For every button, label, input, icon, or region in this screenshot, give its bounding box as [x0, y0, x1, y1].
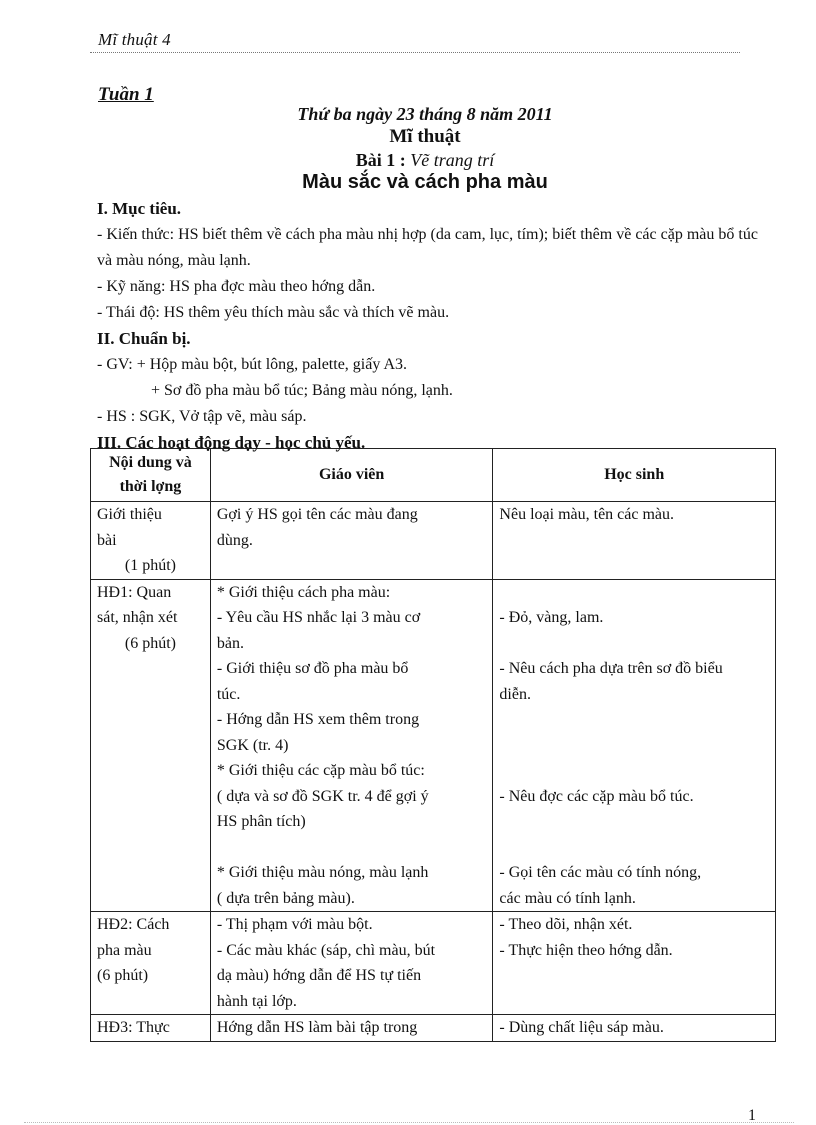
teacher-cell: [210, 579, 493, 912]
cell-line: - Yêu cầu HS nhắc lại 3 màu cơ: [216, 609, 421, 626]
table-row: [91, 502, 776, 580]
cell-line: - Dùng chất liệu sáp màu.: [499, 1019, 664, 1036]
cell-line: (6 phút): [97, 967, 149, 984]
date-line: Thứ ba ngày 23 tháng 8 năm 2011: [297, 104, 553, 124]
cell-line: Hớng dẫn HS làm bài tập trong: [216, 1019, 418, 1036]
cell-line: túc.: [216, 685, 241, 703]
page-number: 1: [748, 1107, 756, 1124]
cell-line: hành tại lớp.: [216, 992, 297, 1010]
cell-line: [499, 835, 769, 861]
running-header: Mĩ thuật 4: [98, 30, 171, 49]
column-header-content: Nội dung và thời lợng: [91, 449, 211, 502]
cell-line: * Giới thiệu các cặp màu bổ túc:: [216, 762, 425, 779]
cell-line: bản.: [216, 634, 244, 652]
cell-line: - Theo dõi, nhận xét.: [499, 916, 633, 933]
cell-line: - Các màu khác (sáp, chì màu, bút: [216, 941, 436, 959]
teacher-cell: [210, 1015, 493, 1042]
table-row: [91, 912, 776, 1015]
cell-line: pha màu: [97, 941, 152, 959]
content-cell: [91, 579, 211, 912]
cell-line: diễn.: [499, 685, 531, 703]
cell-line: - Thị phạm với màu bột.: [216, 916, 373, 933]
lesson-title: Màu sắc và cách pha màu: [302, 171, 548, 193]
student-cell: [493, 1015, 776, 1042]
cell-line: Gợi ý HS gọi tên các màu đang: [216, 506, 418, 523]
cell-line: HĐ2: Cách: [97, 916, 170, 933]
student-cell: [493, 579, 776, 912]
cell-line: [499, 707, 769, 733]
cell-line: - Giới thiệu sơ đồ pha màu bổ: [216, 660, 409, 677]
lesson-heading: [90, 150, 760, 171]
objective-skill: - Kỹ năng: HS pha đợc màu theo hớng dẫn.: [97, 278, 376, 295]
cell-line: ( dựa trên bảng màu).: [216, 889, 355, 907]
preparation-teacher-extra: + Sơ đồ pha màu bổ túc; Bảng màu nóng, lạnh.: [151, 382, 453, 399]
cell-line: SGK (tr. 4): [216, 736, 289, 754]
cell-line: dùng.: [216, 531, 253, 549]
cell-line: [499, 733, 769, 759]
cell-line: - Thực hiện theo hớng dẫn.: [499, 941, 673, 959]
content-cell: [91, 912, 211, 1015]
objectives-heading: I. Mục tiêu.: [97, 199, 182, 218]
objective-attitude: - Thái độ: HS thêm yêu thích màu sắc và thích vẽ màu.: [97, 304, 450, 321]
preparation-heading: II. Chuẩn bị.: [97, 329, 191, 348]
cell-line: - Đỏ, vàng, lam.: [499, 609, 604, 626]
cell-line: bài: [97, 531, 117, 549]
cell-line: [499, 809, 769, 835]
cell-line: - Nêu đợc các cặp màu bổ túc.: [499, 787, 694, 805]
content-cell: [91, 502, 211, 580]
table-body: [91, 502, 776, 1042]
content-cell: [91, 1015, 211, 1042]
cell-line: - Hớng dẫn HS xem thêm trong: [216, 711, 420, 728]
cell-line: sát, nhận xét: [97, 609, 178, 626]
preparation-teacher: - GV: + Hộp màu bột, bút lông, palette, giấy A3.: [97, 356, 408, 373]
week-label: Tuần 1: [98, 84, 154, 105]
table-header-row: [91, 449, 776, 502]
preparation-student: - HS : SGK, Vở tập vẽ, màu sáp.: [97, 408, 307, 425]
cell-line: * Giới thiệu màu nóng, màu lạnh: [216, 864, 429, 881]
student-cell: [493, 502, 776, 580]
objective-knowledge: - Kiến thức: HS biết thêm về cách pha màu nhị hợp (da cam, lục, tím); biết thêm về các cặp màu bổ túc và màu nóng, màu lạnh.: [97, 226, 758, 269]
cell-line: các màu có tính lạnh.: [499, 889, 636, 907]
cell-line: [499, 631, 769, 657]
table-row: [91, 579, 776, 912]
column-header-teacher: Giáo viên: [210, 449, 493, 502]
cell-line: (6 phút): [124, 634, 176, 652]
cell-line: HĐ1: Quan: [97, 583, 172, 601]
cell-line: Giới thiệu: [97, 506, 162, 523]
cell-line: - Nêu cách pha dựa trên sơ đồ biểu: [499, 660, 723, 677]
lesson-number: Bài 1 :: [355, 150, 406, 170]
column-header-student: Học sinh: [493, 449, 776, 502]
cell-line: [499, 580, 769, 606]
cell-line: ( dựa và sơ đồ SGK tr. 4 để gợi ý: [216, 787, 429, 805]
lesson-type: Vẽ trang trí: [410, 150, 495, 170]
teacher-cell: [210, 912, 493, 1015]
cell-line: Nêu loại màu, tên các màu.: [499, 506, 675, 523]
cell-line: (1 phút): [124, 557, 176, 574]
cell-line: [217, 835, 487, 861]
cell-line: HS phân tích): [216, 813, 306, 830]
activities-table: [90, 448, 776, 1042]
cell-line: [499, 758, 769, 784]
cell-line: dạ màu) hớng dẫn để HS tự tiến: [216, 967, 422, 984]
activities-heading: III. Các hoạt động dạy - học chủ yếu.: [97, 433, 366, 452]
cell-line: HĐ3: Thực: [97, 1019, 170, 1036]
lesson-body: [97, 196, 762, 456]
table-row: [91, 1015, 776, 1042]
subject-title: Mĩ thuật: [389, 126, 461, 147]
cell-line: - Gọi tên các màu có tính nóng,: [499, 864, 702, 881]
teacher-cell: [210, 502, 493, 580]
cell-line: * Giới thiệu cách pha màu:: [216, 583, 391, 601]
header-divider: [90, 52, 740, 53]
student-cell: [493, 912, 776, 1015]
